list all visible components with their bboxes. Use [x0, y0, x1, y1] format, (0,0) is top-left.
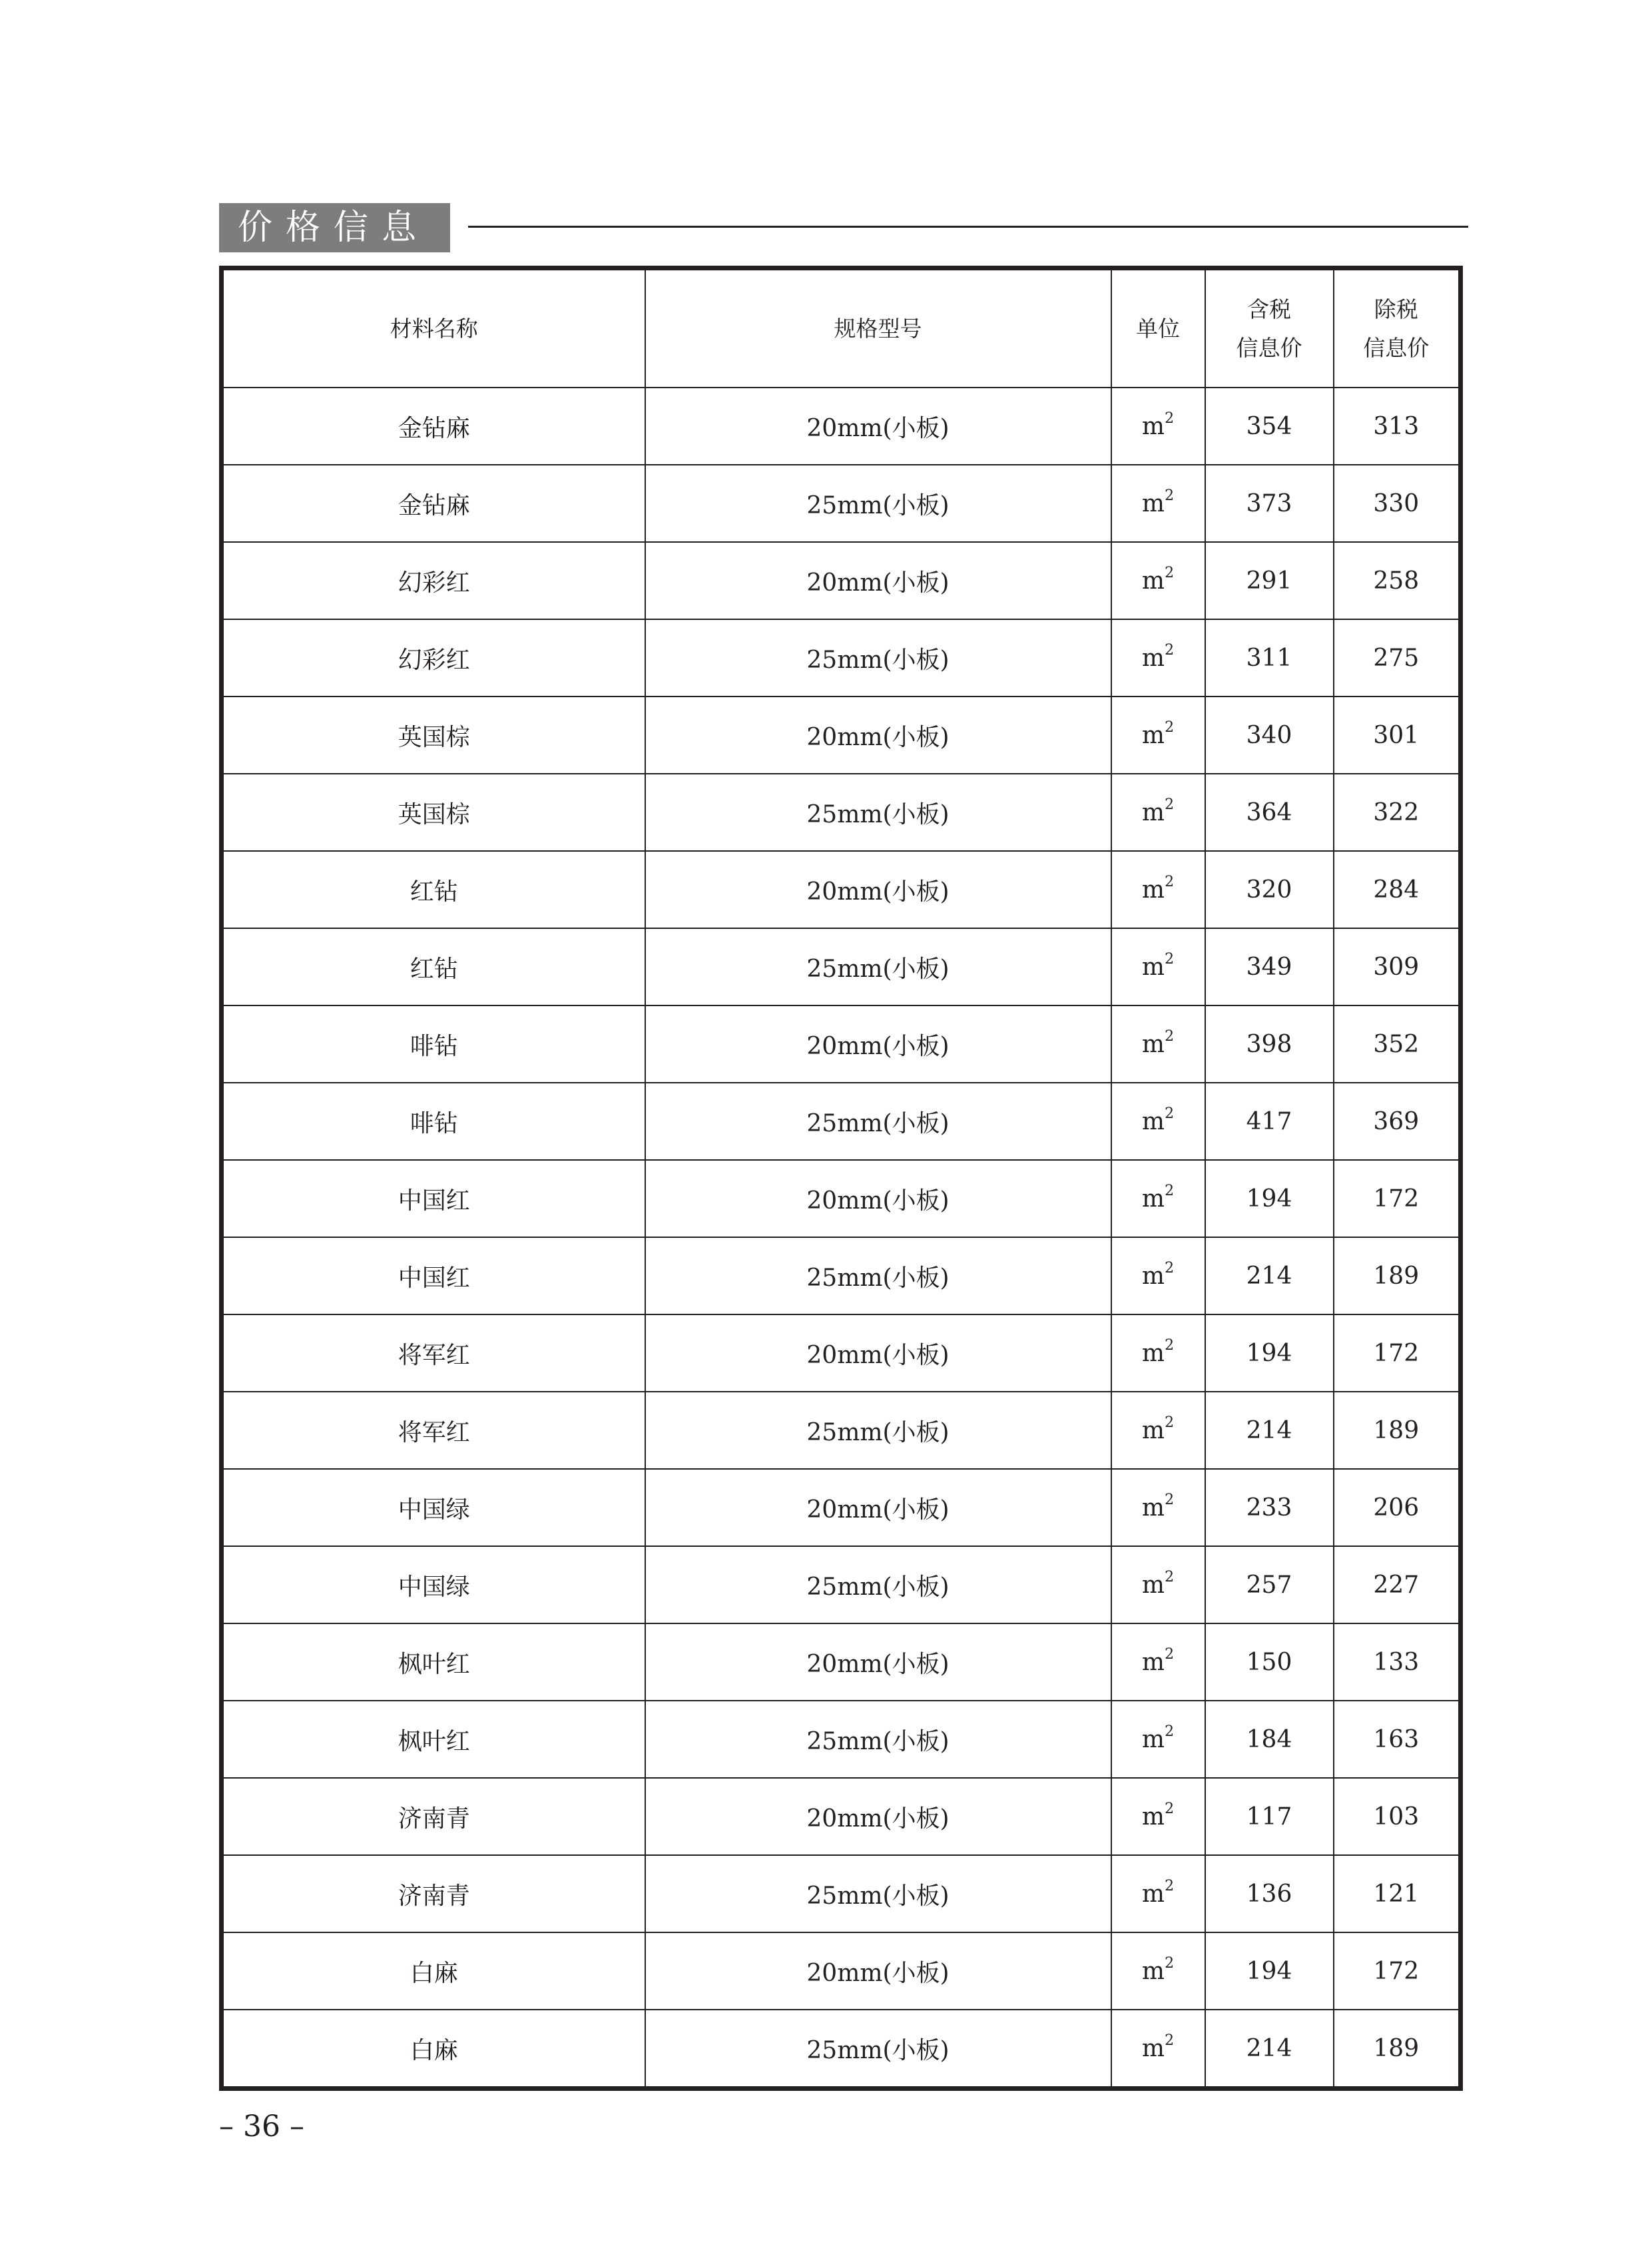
cell-price-with-tax: 214: [1205, 2010, 1334, 2089]
unit-exponent: 2: [1165, 1645, 1175, 1663]
header-unit: 单位: [1111, 268, 1205, 388]
cell-spec: 25mm(小板): [645, 619, 1111, 697]
cell-unit: [1111, 1314, 1205, 1392]
cell-unit: [1111, 619, 1205, 697]
cell-price-with-tax: 194: [1205, 1160, 1334, 1237]
unit-base: m: [1141, 412, 1165, 440]
unit-base: m: [1141, 2034, 1165, 2062]
unit-exponent: 2: [1165, 487, 1175, 504]
cell-material-name: 啡钻: [222, 1005, 645, 1083]
cell-unit: [1111, 1005, 1205, 1083]
cell-price-with-tax: 311: [1205, 619, 1334, 697]
unit-exponent: 2: [1165, 1954, 1175, 1972]
unit-base: m: [1141, 567, 1165, 595]
unit-exponent: 2: [1165, 873, 1175, 890]
cell-unit: [1111, 1701, 1205, 1778]
cell-price-with-tax: 398: [1205, 1005, 1334, 1083]
cell-price-with-tax: 257: [1205, 1546, 1334, 1623]
unit-base: m: [1141, 798, 1165, 826]
cell-unit: [1111, 1083, 1205, 1160]
cell-material-name: 中国绿: [222, 1469, 645, 1546]
cell-price-with-tax: 194: [1205, 1314, 1334, 1392]
unit-base: m: [1141, 1030, 1165, 1058]
cell-unit: [1111, 1778, 1205, 1855]
cell-price-with-tax: 117: [1205, 1778, 1334, 1855]
table-row: [222, 1314, 1461, 1392]
cell-spec: 20mm(小板): [645, 1314, 1111, 1392]
unit-exponent: 2: [1165, 1491, 1175, 1508]
cell-price-without-tax: 301: [1334, 697, 1461, 774]
cell-price-without-tax: 227: [1334, 1546, 1461, 1623]
cell-price-without-tax: 309: [1334, 928, 1461, 1005]
cell-spec: 25mm(小板): [645, 1237, 1111, 1314]
cell-material-name: 金钻麻: [222, 465, 645, 542]
cell-price-with-tax: 136: [1205, 1855, 1334, 1932]
cell-spec: 20mm(小板): [645, 1469, 1111, 1546]
cell-material-name: 将军红: [222, 1392, 645, 1469]
table-row: [222, 619, 1461, 697]
cell-unit: [1111, 1392, 1205, 1469]
header-price-with-tax-line2: 信息价: [1236, 334, 1302, 361]
unit-base: m: [1141, 1803, 1165, 1831]
cell-unit: [1111, 542, 1205, 619]
section-header: [219, 203, 1468, 252]
unit-base: m: [1141, 1262, 1165, 1290]
cell-material-name: 中国红: [222, 1160, 645, 1237]
unit-exponent: 2: [1165, 1259, 1175, 1276]
table-row: [222, 1778, 1461, 1855]
cell-price-without-tax: 258: [1334, 542, 1461, 619]
table-row: [222, 1701, 1461, 1778]
unit-exponent: 2: [1165, 1105, 1175, 1122]
cell-spec: 25mm(小板): [645, 2010, 1111, 2089]
table-row: [222, 1855, 1461, 1932]
cell-material-name: 中国红: [222, 1237, 645, 1314]
cell-unit: [1111, 928, 1205, 1005]
unit-base: m: [1141, 1957, 1165, 1985]
unit-exponent: 2: [1165, 641, 1175, 659]
cell-price-without-tax: 121: [1334, 1855, 1461, 1932]
table-row: [222, 1546, 1461, 1623]
cell-price-without-tax: 352: [1334, 1005, 1461, 1083]
cell-price-with-tax: 320: [1205, 851, 1334, 928]
table-header-row: [222, 268, 1461, 388]
unit-exponent: 2: [1165, 796, 1175, 813]
cell-price-without-tax: 189: [1334, 2010, 1461, 2089]
cell-material-name: 金钻麻: [222, 388, 645, 465]
cell-price-without-tax: 275: [1334, 619, 1461, 697]
cell-price-with-tax: 233: [1205, 1469, 1334, 1546]
header-price-without-tax-line1: 除税: [1374, 296, 1418, 322]
cell-spec: 20mm(小板): [645, 1623, 1111, 1701]
table-row: [222, 1392, 1461, 1469]
unit-base: m: [1141, 1571, 1165, 1599]
cell-unit: [1111, 697, 1205, 774]
cell-price-without-tax: 313: [1334, 388, 1461, 465]
cell-price-with-tax: 194: [1205, 1932, 1334, 2010]
cell-spec: 25mm(小板): [645, 1083, 1111, 1160]
cell-price-without-tax: 189: [1334, 1237, 1461, 1314]
cell-spec: 20mm(小板): [645, 1005, 1111, 1083]
cell-spec: 20mm(小板): [645, 542, 1111, 619]
cell-price-without-tax: 163: [1334, 1701, 1461, 1778]
table-row: [222, 2010, 1461, 2089]
unit-base: m: [1141, 1648, 1165, 1676]
cell-spec: 25mm(小板): [645, 1546, 1111, 1623]
unit-exponent: 2: [1165, 1027, 1175, 1045]
cell-spec: 25mm(小板): [645, 465, 1111, 542]
cell-material-name: 幻彩红: [222, 619, 645, 697]
cell-spec: 20mm(小板): [645, 388, 1111, 465]
cell-material-name: 红钻: [222, 928, 645, 1005]
cell-price-with-tax: 373: [1205, 465, 1334, 542]
cell-price-with-tax: 291: [1205, 542, 1334, 619]
cell-price-without-tax: 172: [1334, 1160, 1461, 1237]
cell-unit: [1111, 1160, 1205, 1237]
table-row: [222, 1932, 1461, 2010]
cell-material-name: 中国绿: [222, 1546, 645, 1623]
cell-unit: [1111, 2010, 1205, 2089]
unit-exponent: 2: [1165, 410, 1175, 427]
header-price-with-tax: [1205, 268, 1334, 388]
cell-unit: [1111, 851, 1205, 928]
cell-price-with-tax: 349: [1205, 928, 1334, 1005]
unit-exponent: 2: [1165, 1877, 1175, 1894]
cell-material-name: 啡钻: [222, 1083, 645, 1160]
unit-exponent: 2: [1165, 1182, 1175, 1199]
cell-price-without-tax: 189: [1334, 1392, 1461, 1469]
cell-spec: 20mm(小板): [645, 697, 1111, 774]
unit-exponent: 2: [1165, 950, 1175, 968]
unit-base: m: [1141, 1185, 1165, 1213]
cell-spec: 20mm(小板): [645, 851, 1111, 928]
table-row: [222, 851, 1461, 928]
table-row: [222, 465, 1461, 542]
cell-spec: 25mm(小板): [645, 928, 1111, 1005]
cell-price-with-tax: 214: [1205, 1392, 1334, 1469]
unit-base: m: [1141, 721, 1165, 749]
cell-price-without-tax: 103: [1334, 1778, 1461, 1855]
cell-unit: [1111, 1855, 1205, 1932]
cell-price-without-tax: 369: [1334, 1083, 1461, 1160]
cell-material-name: 济南青: [222, 1855, 645, 1932]
unit-base: m: [1141, 953, 1165, 981]
cell-spec: 25mm(小板): [645, 1855, 1111, 1932]
unit-base: m: [1141, 1880, 1165, 1908]
header-material-name: 材料名称: [222, 268, 645, 388]
unit-base: m: [1141, 1725, 1165, 1753]
cell-spec: 20mm(小板): [645, 1932, 1111, 2010]
table-row: [222, 1623, 1461, 1701]
table-row: [222, 928, 1461, 1005]
cell-spec: 25mm(小板): [645, 1392, 1111, 1469]
table-row: [222, 1005, 1461, 1083]
section-title: 价格信息: [219, 203, 450, 252]
cell-spec: 20mm(小板): [645, 1160, 1111, 1237]
cell-material-name: 济南青: [222, 1778, 645, 1855]
cell-price-without-tax: 172: [1334, 1932, 1461, 2010]
cell-material-name: 枫叶红: [222, 1623, 645, 1701]
cell-unit: [1111, 1623, 1205, 1701]
cell-price-without-tax: 284: [1334, 851, 1461, 928]
table-row: [222, 1160, 1461, 1237]
table-row: [222, 697, 1461, 774]
unit-exponent: 2: [1165, 564, 1175, 581]
unit-base: m: [1141, 1339, 1165, 1367]
unit-base: m: [1141, 489, 1165, 517]
cell-price-without-tax: 322: [1334, 774, 1461, 851]
cell-price-with-tax: 184: [1205, 1701, 1334, 1778]
unit-exponent: 2: [1165, 1723, 1175, 1740]
cell-material-name: 枫叶红: [222, 1701, 645, 1778]
header-price-with-tax-line1: 含税: [1247, 296, 1291, 322]
table-row: [222, 388, 1461, 465]
cell-unit: [1111, 1237, 1205, 1314]
unit-exponent: 2: [1165, 1800, 1175, 1817]
cell-price-with-tax: 364: [1205, 774, 1334, 851]
unit-exponent: 2: [1165, 1568, 1175, 1585]
unit-base: m: [1141, 1107, 1165, 1135]
cell-price-with-tax: 340: [1205, 697, 1334, 774]
table-row: [222, 1083, 1461, 1160]
cell-spec: 25mm(小板): [645, 1701, 1111, 1778]
cell-unit: [1111, 388, 1205, 465]
cell-price-without-tax: 133: [1334, 1623, 1461, 1701]
cell-material-name: 白麻: [222, 1932, 645, 2010]
cell-price-with-tax: 354: [1205, 388, 1334, 465]
unit-base: m: [1141, 644, 1165, 672]
table-row: [222, 1237, 1461, 1314]
unit-exponent: 2: [1165, 1336, 1175, 1354]
unit-exponent: 2: [1165, 718, 1175, 736]
table-row: [222, 1469, 1461, 1546]
cell-unit: [1111, 1932, 1205, 2010]
table-row: [222, 774, 1461, 851]
cell-price-without-tax: 206: [1334, 1469, 1461, 1546]
unit-exponent: 2: [1165, 1414, 1175, 1431]
unit-base: m: [1141, 1416, 1165, 1444]
cell-price-with-tax: 214: [1205, 1237, 1334, 1314]
cell-spec: 25mm(小板): [645, 774, 1111, 851]
header-price-without-tax: [1334, 268, 1461, 388]
cell-spec: 20mm(小板): [645, 1778, 1111, 1855]
header-price-without-tax-line2: 信息价: [1363, 334, 1430, 361]
cell-unit: [1111, 774, 1205, 851]
cell-unit: [1111, 1469, 1205, 1546]
unit-exponent: 2: [1165, 2032, 1175, 2049]
section-divider: [468, 226, 1468, 228]
cell-material-name: 英国棕: [222, 774, 645, 851]
table-row: [222, 542, 1461, 619]
unit-base: m: [1141, 1494, 1165, 1522]
table-body: [222, 388, 1461, 2089]
cell-material-name: 幻彩红: [222, 542, 645, 619]
price-table: [219, 266, 1463, 2091]
unit-base: m: [1141, 876, 1165, 904]
cell-material-name: 红钻: [222, 851, 645, 928]
cell-material-name: 将军红: [222, 1314, 645, 1392]
cell-material-name: 英国棕: [222, 697, 645, 774]
cell-unit: [1111, 465, 1205, 542]
cell-price-with-tax: 417: [1205, 1083, 1334, 1160]
page-number: – 36 –: [219, 2110, 304, 2143]
cell-material-name: 白麻: [222, 2010, 645, 2089]
cell-unit: [1111, 1546, 1205, 1623]
cell-price-without-tax: 172: [1334, 1314, 1461, 1392]
cell-price-without-tax: 330: [1334, 465, 1461, 542]
cell-price-with-tax: 150: [1205, 1623, 1334, 1701]
header-spec: 规格型号: [645, 268, 1111, 388]
